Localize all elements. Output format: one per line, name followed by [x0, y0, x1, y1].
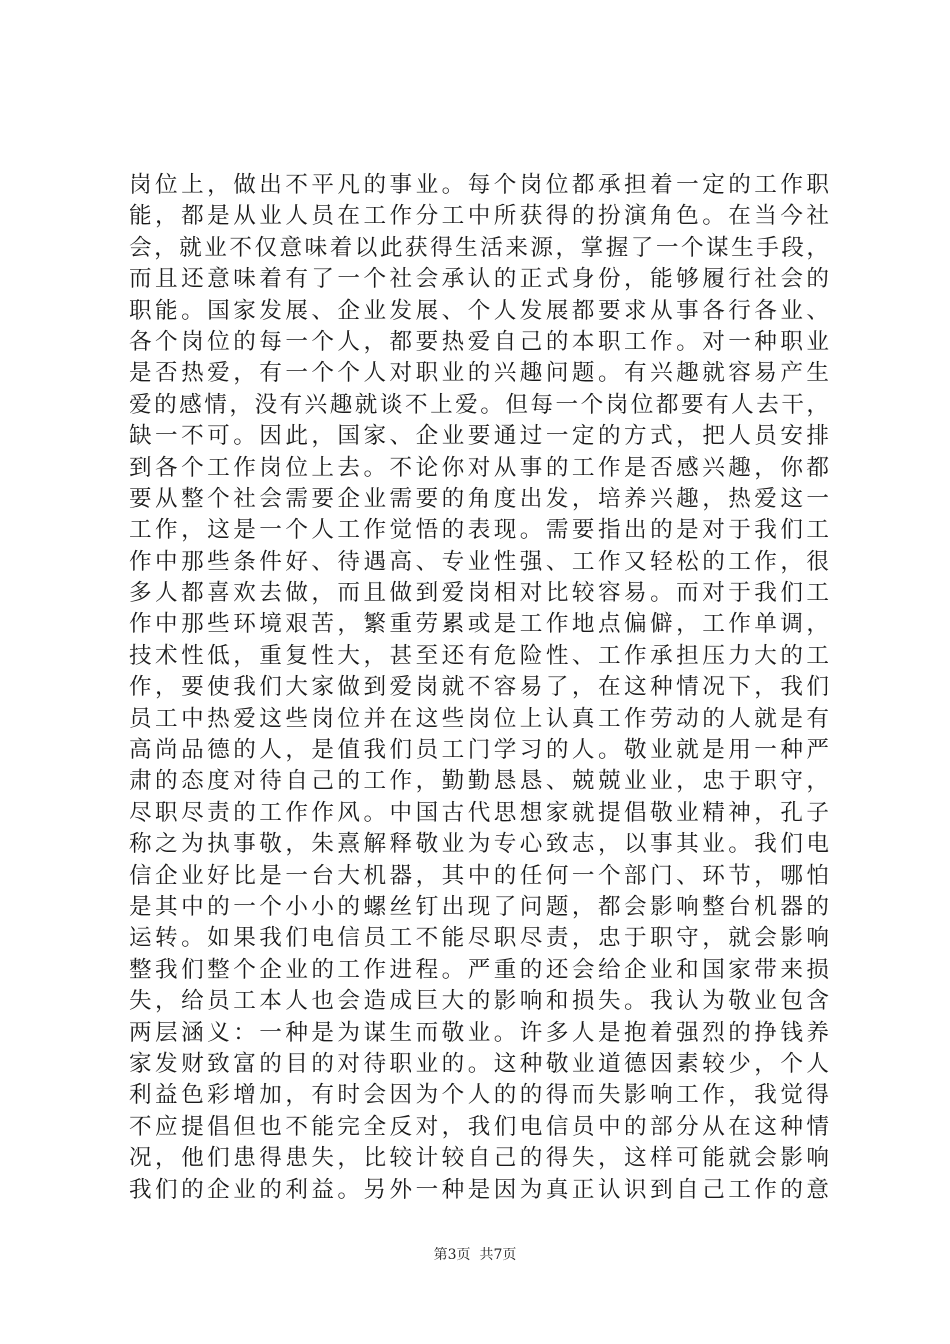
- text-line: 运转。如果我们电信员工不能尽职尽责，忠于职守，就会影响: [129, 925, 829, 952]
- text-line: 失，给员工本人也会造成巨大的影响和损失。我认为敬业包含: [129, 988, 829, 1015]
- text-line: 作中那些条件好、待遇高、专业性强、工作又轻松的工作，很: [129, 548, 829, 575]
- text-line: 两层涵义：一种是为谋生而敬业。许多人是抱着强烈的挣钱养: [129, 1019, 829, 1046]
- body-text: [129, 170, 829, 1206]
- text-line: 我们的企业的利益。另外一种是因为真正认识到自己工作的意: [129, 1176, 829, 1203]
- text-line: 员工中热爱这些岗位并在这些岗位上认真工作劳动的人就是有: [129, 705, 829, 732]
- text-line: 会，就业不仅意味着以此获得生活来源，掌握了一个谋生手段，: [129, 234, 829, 261]
- text-line: 爱的感情，没有兴趣就谈不上爱。但每一个岗位都要有人去干，: [129, 391, 829, 418]
- text-line: 各个岗位的每一个人，都要热爱自己的本职工作。对一种职业: [129, 328, 829, 355]
- text-line: 要从整个社会需要企业需要的角度出发，培养兴趣，热爱这一: [129, 485, 829, 512]
- text-line: 多人都喜欢去做，而且做到爱岗相对比较容易。而对于我们工: [129, 580, 829, 607]
- text-line: 利益色彩增加，有时会因为个人的的得而失影响工作，我觉得: [129, 1082, 829, 1109]
- text-line: 职能。国家发展、企业发展、个人发展都要求从事各行各业、: [129, 297, 829, 324]
- text-line: 岗位上，做出不平凡的事业。每个岗位都承担着一定的工作职: [129, 172, 829, 198]
- page-footer: 第3页 共7页: [433, 1247, 517, 1263]
- text-line: 肃的态度对待自己的工作，勤勤恳恳、兢兢业业，忠于职守，: [129, 768, 829, 795]
- text-line: 称之为执事敬，朱熹解释敬业为专心致志，以事其业。我们电: [129, 831, 829, 858]
- text-line: 缺一不可。因此，国家、企业要通过一定的方式，把人员安排: [129, 423, 829, 450]
- text-line: 况，他们患得患失，比较计较自己的得失，这样可能就会影响: [129, 1145, 829, 1172]
- text-line: 作，要使我们大家做到爱岗就不容易了，在这种情况下，我们: [129, 674, 829, 701]
- text-line: 信企业好比是一台大机器，其中的任何一个部门、环节，哪怕: [129, 862, 829, 889]
- text-line: 是其中的一个小小的螺丝钉出现了问题，都会影响整台机器的: [129, 893, 829, 920]
- text-line: 能，都是从业人员在工作分工中所获得的扮演角色。在当今社: [129, 203, 829, 230]
- text-line: 作中那些环境艰苦，繁重劳累或是工作地点偏僻，工作单调，: [129, 611, 829, 638]
- text-line: 到各个工作岗位上去。不论你对从事的工作是否感兴趣，你都: [129, 454, 829, 481]
- text-line: 技术性低，重复性大，甚至还有危险性、工作承担压力大的工: [129, 642, 829, 669]
- text-line: 尽职尽责的工作作风。中国古代思想家就提倡敬业精神，孔子: [129, 799, 829, 826]
- text-line: 高尚品德的人，是值我们员工门学习的人。敬业就是用一种严: [129, 737, 829, 764]
- text-line: 是否热爱，有一个个人对职业的兴趣问题。有兴趣就容易产生: [129, 360, 829, 387]
- text-line: 家发财致富的目的对待职业的。这种敬业道德因素较少，个人: [129, 1050, 829, 1077]
- text-line: 整我们整个企业的工作进程。严重的还会给企业和国家带来损: [129, 956, 829, 983]
- text-line: 而且还意味着有了一个社会承认的正式身份，能够履行社会的: [129, 266, 829, 293]
- text-line: 不应提倡但也不能完全反对，我们电信员中的部分从在这种情: [129, 1113, 829, 1140]
- text-line: 工作，这是一个人工作觉悟的表现。需要指出的是对于我们工: [129, 517, 829, 544]
